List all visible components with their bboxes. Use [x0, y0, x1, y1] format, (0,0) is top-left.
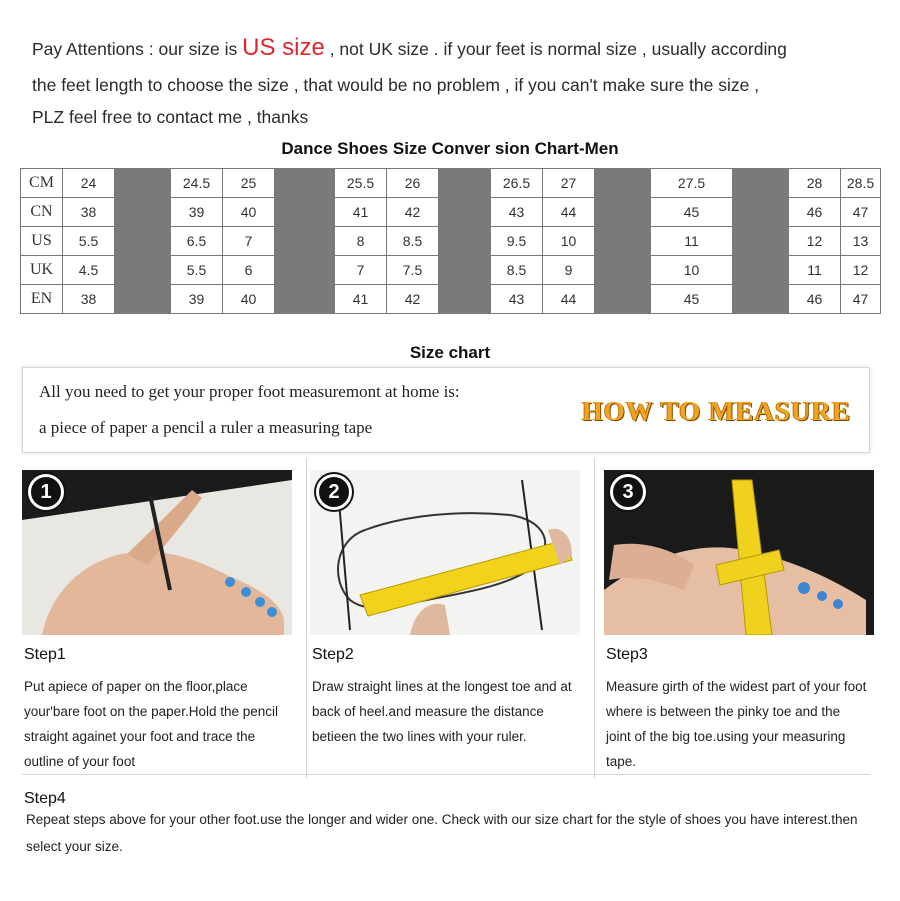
table-gap-cell [115, 227, 171, 256]
size-cell: 10 [651, 256, 733, 285]
size-cell: 13 [841, 227, 881, 256]
size-cell: 39 [171, 285, 223, 314]
measure-line-1: All you need to get your proper foot measuremont at home is: [39, 382, 460, 401]
size-cell: 5.5 [63, 227, 115, 256]
how-to-measure-heading: HOW TO MEASURE [581, 396, 851, 426]
size-cell: 7 [223, 227, 275, 256]
size-cell: 43 [491, 198, 543, 227]
step-3-number-badge: 3 [610, 474, 646, 510]
step-3-description: Measure girth of the widest part of your foot where is between the pinky toe and the joint of the big toe.using your measuring tape. [606, 679, 867, 769]
step-2-number-badge: 2 [316, 474, 352, 510]
size-cell: 24 [63, 169, 115, 198]
size-row-label: US [21, 227, 63, 256]
size-cell: 7 [335, 256, 387, 285]
size-chart-title: Size chart [409, 343, 491, 362]
size-table-title: Dance Shoes Size Conver sion Chart-Men [281, 139, 619, 158]
size-cell: 28.5 [841, 169, 881, 198]
size-cell: 40 [223, 198, 275, 227]
table-gap-cell [595, 198, 651, 227]
step-1-photo [22, 470, 292, 635]
intro-line-3: PLZ feel free to contact me , thanks [32, 107, 309, 127]
table-gap-cell [439, 169, 491, 198]
size-cell: 38 [63, 198, 115, 227]
table-gap-cell [439, 285, 491, 314]
size-cell: 9 [543, 256, 595, 285]
step-1-number-badge: 1 [28, 474, 64, 510]
size-row-us [21, 227, 881, 256]
size-cell: 26.5 [491, 169, 543, 198]
table-gap-cell [115, 198, 171, 227]
step-2-panel [310, 458, 595, 778]
step-3-panel [604, 458, 888, 778]
size-conversion-table [20, 168, 881, 314]
table-gap-cell [115, 285, 171, 314]
size-cell: 4.5 [63, 256, 115, 285]
step-3-title: Step3 [606, 646, 648, 663]
size-cell: 27 [543, 169, 595, 198]
table-gap-cell [275, 169, 335, 198]
size-cell: 12 [841, 256, 881, 285]
table-gap-cell [275, 285, 335, 314]
size-cell: 38 [63, 285, 115, 314]
table-gap-cell [733, 285, 789, 314]
step-4-title: Step4 [24, 790, 66, 807]
size-cell: 24.5 [171, 169, 223, 198]
size-row-uk [21, 256, 881, 285]
size-cell: 11 [789, 256, 841, 285]
size-row-label: CN [21, 198, 63, 227]
size-cell: 8.5 [491, 256, 543, 285]
size-row-label: CM [21, 169, 63, 198]
step-2-photo [310, 470, 580, 635]
size-cell: 45 [651, 285, 733, 314]
step-1-description: Put apiece of paper on the floor,place your'bare foot on the paper.Hold the pencil straight againet your foot and trace the outline of your foot [24, 679, 279, 769]
size-cell: 27.5 [651, 169, 733, 198]
table-gap-cell [733, 227, 789, 256]
table-gap-cell [439, 227, 491, 256]
size-row-cn [21, 198, 881, 227]
divider [22, 774, 870, 775]
size-cell: 12 [789, 227, 841, 256]
size-row-en [21, 285, 881, 314]
intro-text: Pay Attentions : our size is [32, 39, 243, 59]
table-gap-cell [595, 169, 651, 198]
size-cell: 25.5 [335, 169, 387, 198]
table-gap-cell [595, 256, 651, 285]
size-cell: 10 [543, 227, 595, 256]
size-row-label: EN [21, 285, 63, 314]
size-cell: 8 [335, 227, 387, 256]
size-cell: 11 [651, 227, 733, 256]
table-gap-cell [275, 256, 335, 285]
step-3-photo [604, 470, 874, 635]
size-cell: 42 [387, 198, 439, 227]
table-gap-cell [275, 198, 335, 227]
size-cell: 44 [543, 285, 595, 314]
size-cell: 6 [223, 256, 275, 285]
size-cell: 41 [335, 285, 387, 314]
size-cell: 6.5 [171, 227, 223, 256]
us-size-highlight: US size [242, 34, 325, 61]
size-cell: 41 [335, 198, 387, 227]
table-gap-cell [115, 169, 171, 198]
size-cell: 46 [789, 285, 841, 314]
size-cell: 8.5 [387, 227, 439, 256]
intro-line-1 [32, 30, 882, 67]
size-cell: 44 [543, 198, 595, 227]
size-cell: 45 [651, 198, 733, 227]
step-1-title: Step1 [24, 646, 66, 663]
step-4-description: Repeat steps above for your other foot.use the longer and wider one. Check with our size chart for the style of shoes you have interest.then select your size. [26, 812, 858, 854]
intro-line-2: the feet length to choose the size , that would be no problem , if you can't make sure the size , [32, 75, 760, 95]
table-gap-cell [595, 285, 651, 314]
size-cell: 47 [841, 198, 881, 227]
table-gap-cell [595, 227, 651, 256]
measure-line-2: a piece of paper a pencil a ruler a measuring tape [39, 418, 373, 437]
size-cell: 28 [789, 169, 841, 198]
size-cell: 47 [841, 285, 881, 314]
size-cell: 40 [223, 285, 275, 314]
table-gap-cell [733, 198, 789, 227]
table-gap-cell [733, 169, 789, 198]
size-cell: 42 [387, 285, 439, 314]
step-2-title: Step2 [312, 646, 354, 663]
size-cell: 46 [789, 198, 841, 227]
step-2-description: Draw straight lines at the longest toe and at back of heel.and measure the distance betieen the two lines with your ruler. [312, 679, 572, 744]
table-gap-cell [275, 227, 335, 256]
size-cell: 9.5 [491, 227, 543, 256]
table-gap-cell [115, 256, 171, 285]
size-cell: 7.5 [387, 256, 439, 285]
size-row-label: UK [21, 256, 63, 285]
intro-notice [32, 30, 882, 131]
size-cell: 26 [387, 169, 439, 198]
size-cell: 39 [171, 198, 223, 227]
table-gap-cell [439, 256, 491, 285]
table-gap-cell [439, 198, 491, 227]
size-cell: 43 [491, 285, 543, 314]
intro-text: , not UK size . if your feet is normal size , usually according [324, 39, 787, 59]
table-gap-cell [733, 256, 789, 285]
size-row-cm [21, 169, 881, 198]
step-1-panel [22, 458, 307, 778]
measure-instructions-box [22, 367, 870, 453]
size-cell: 5.5 [171, 256, 223, 285]
size-cell: 25 [223, 169, 275, 198]
